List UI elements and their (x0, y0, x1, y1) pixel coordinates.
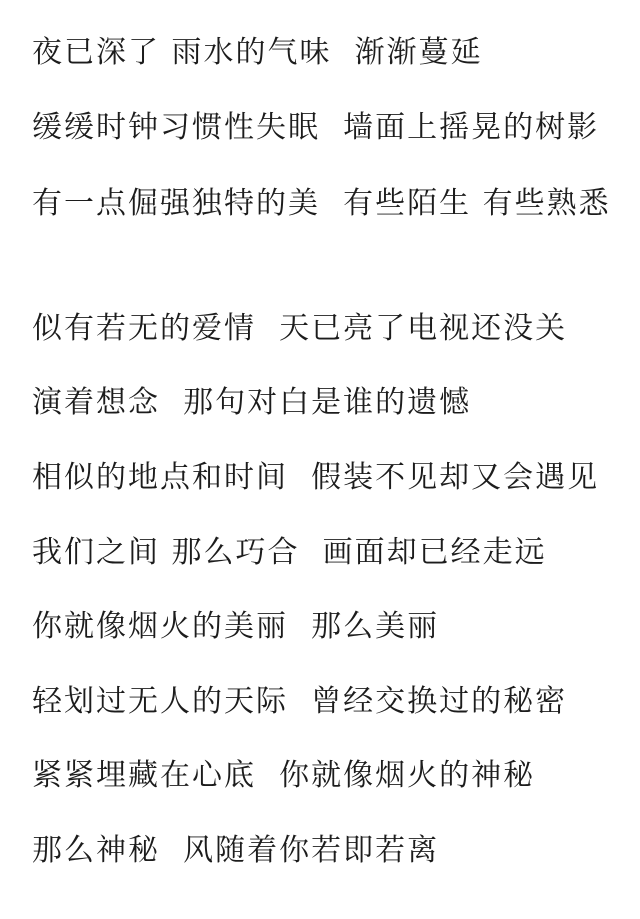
lyric-line: 轻划过无人的天际 曾经交换过的秘密 (32, 684, 568, 719)
lyric-line: 有一点倔强独特的美 有些陌生 有些熟悉 (32, 186, 611, 221)
lyric-line: 我们之间 那么巧合 画面却已经走远 (32, 535, 547, 570)
lyric-line: 似有若无的爱情 天已亮了电视还没关 (32, 311, 568, 346)
lyric-line: 缓缓时钟习惯性失眠 墙面上摇晃的树影 (32, 110, 600, 145)
lyric-line: 演着想念 那句对白是谁的遗憾 (32, 385, 472, 420)
lyric-line: 相似的地点和时间 假装不见却又会遇见 (32, 460, 600, 495)
lyric-line: 那么神秘 风随着你若即若离 (32, 833, 440, 868)
lyric-line: 你就像烟火的美丽 那么美丽 (32, 609, 440, 644)
lyric-line: 紧紧埋藏在心底 你就像烟火的神秘 (32, 758, 536, 793)
lyric-line: 夜已深了 雨水的气味 渐渐蔓延 (32, 35, 483, 70)
